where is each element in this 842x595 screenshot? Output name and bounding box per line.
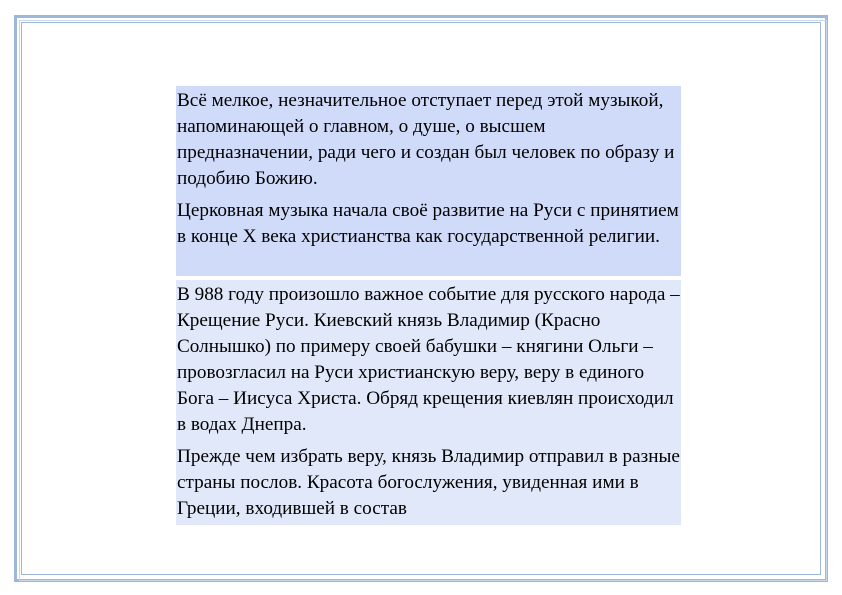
text-block-light (176, 280, 681, 525)
paragraph: Прежде чем избрать веру, князь Владимир отправил в разные страны послов. Красота богослужения, увиденная ими в Греции, входившей в состав (177, 446, 680, 519)
paragraph: Церковная музыка начала своё развитие на Руси с принятием в конце X века христианства как государственной религии. (177, 200, 679, 247)
paragraph: В 988 году произошло важное событие для русского народа – Крещение Руси. Киевский князь Владимир (Красно Солнышко) по примеру своей бабушки – княгини Ольги – провозгласил на Руси христианскую веру, веру в единого Бога – Иисуса Христа. Обряд крещения киевлян происходил в водах Днепра. (177, 284, 680, 435)
paragraph: Всё мелкое, незначительное отступает перед этой музыкой, напоминающей о главном, о душе, о высшем предназначении, ради чего и создан был человек по образу и подобию Божию. (177, 90, 675, 189)
text-block-highlighted (176, 86, 681, 276)
